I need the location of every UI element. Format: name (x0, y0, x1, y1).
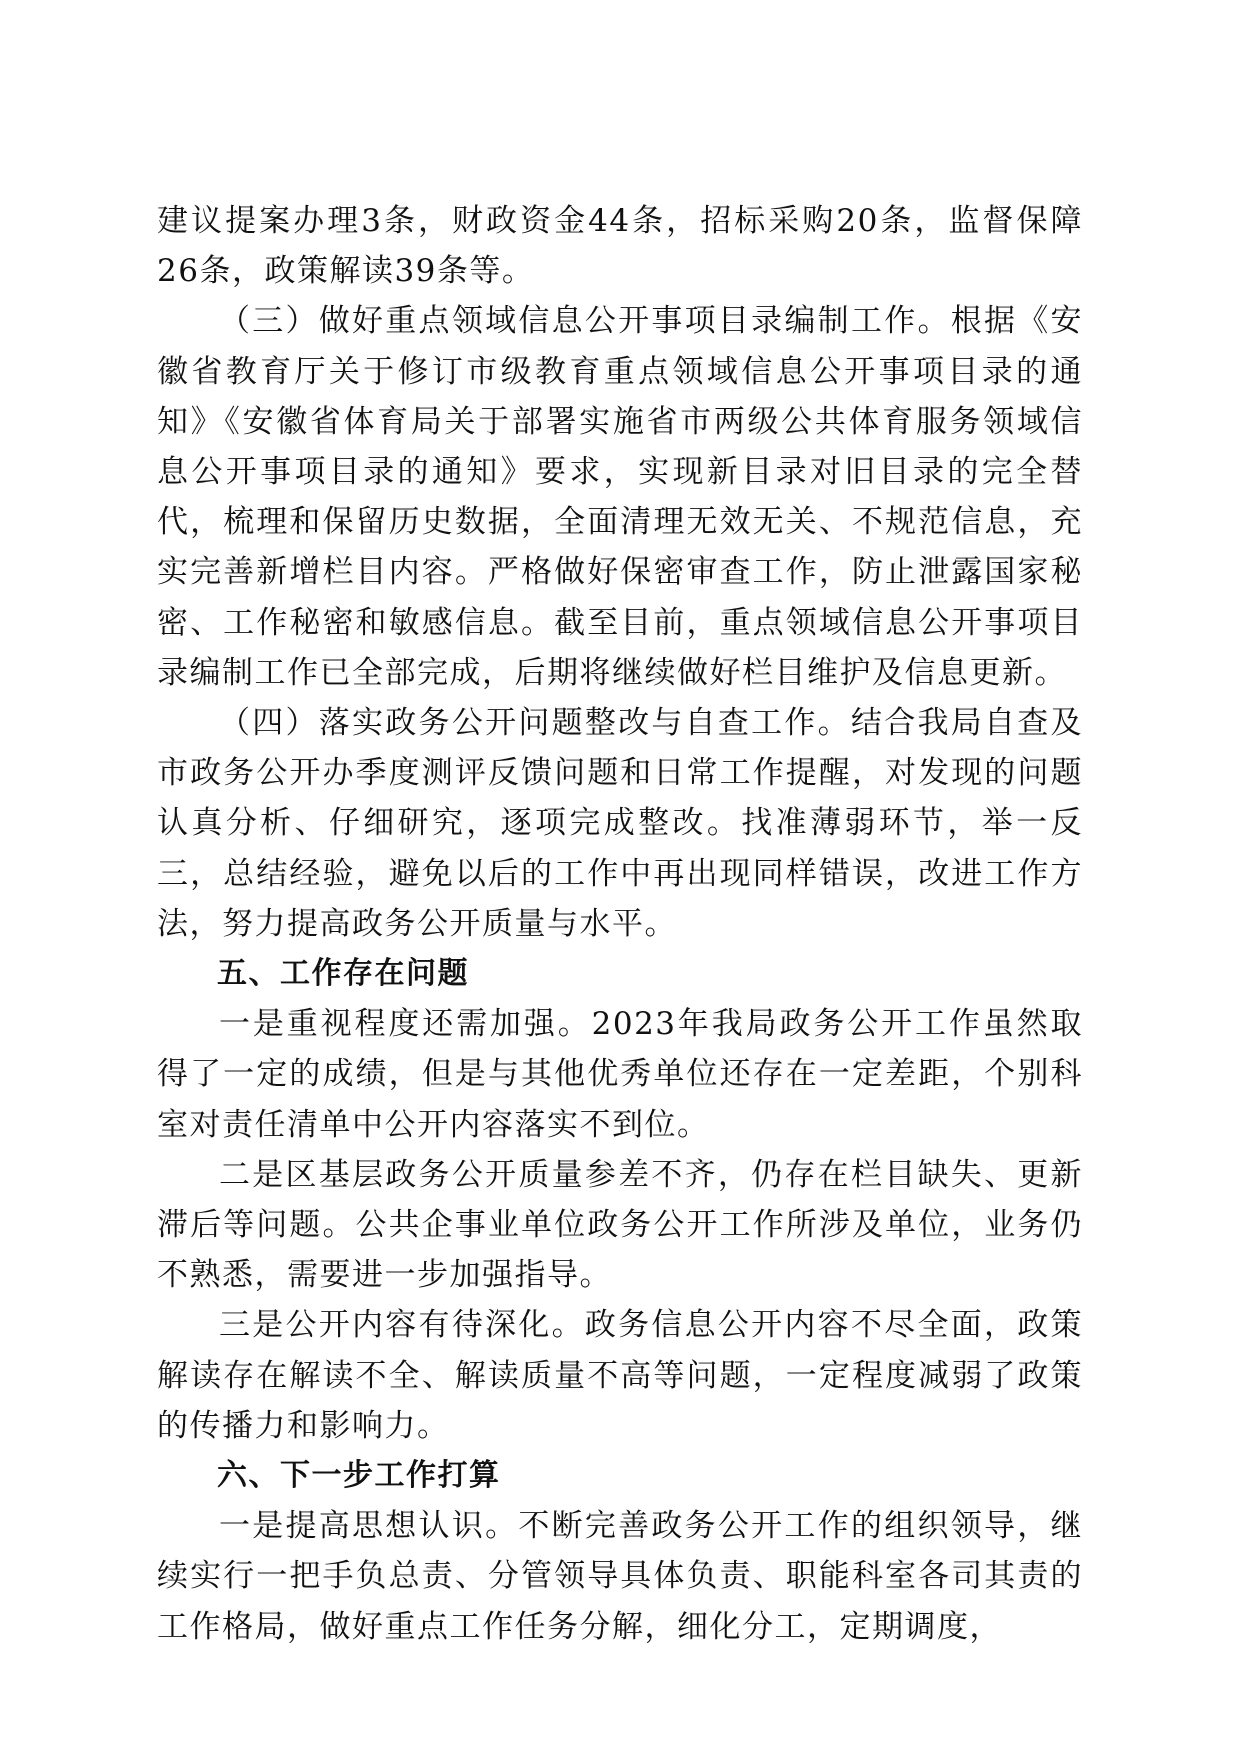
section-4-body: 结合我局自查及市政务公开办季度测评反馈问题和日常工作提醒，对发现的问题认真分析、仔细研究，逐项完成整改。找准薄弱环节，举一反三，总结经验，避免以后的工作中再出现同样错误，改进工作方法，努力提高政务公开质量与水平。 (157, 705, 1084, 942)
heading-next-steps: 六、下一步工作打算 (217, 1458, 501, 1494)
section-3-lead: （三）做好重点领域信息公开事项目录编制工作。 (219, 303, 951, 340)
section-3-paragraph (157, 296, 1083, 698)
heading-problems: 五、工作存在问题 (217, 956, 469, 992)
section-4-lead: （四）落实政务公开问题整改与自查工作。 (219, 705, 851, 742)
problem-paragraph-3: 三是公开内容有待深化。政务信息公开内容不尽全面，政策解读存在解读不全、解读质量不高等问题，一定程度减弱了政策的传播力和影响力。 (157, 1307, 1083, 1444)
document-page (157, 196, 1083, 1652)
plan-paragraph-1: 一是提高思想认识。不断完善政务公开工作的组织领导，继续实行一把手负总责、分管领导具体负责、职能科室各司其责的工作格局，做好重点工作任务分解，细化分工，定期调度， (157, 1508, 1083, 1645)
section-3-body: 根据《安徽省教育厅关于修订市级教育重点领域信息公开事项目录的通知》《安徽省体育局关于部署实施省市两级公共体育服务领域信息公开事项目录的通知》要求，实现新目录对旧目录的完全替代，梳理和保留历史数据，全面清理无效无关、不规范信息，充实完善新增栏目内容。严格做好保密审查工作，防止泄露国家秘密、工作秘密和敏感信息。截至目前，重点领域信息公开事项目录编制工作已全部完成，后期将继续做好栏目维护及信息更新。 (157, 303, 1083, 691)
section-4-paragraph (157, 698, 1083, 949)
problem-paragraph-2: 二是区基层政务公开质量参差不齐，仍存在栏目缺失、更新滞后等问题。公共企事业单位政务公开工作所涉及单位，业务仍不熟悉，需要进一步加强指导。 (157, 1156, 1083, 1294)
problem-paragraph-1: 一是重视程度还需加强。2023年我局政务公开工作虽然取得了一定的成绩，但是与其他优秀单位还存在一定差距，个别科室对责任清单中公开内容落实不到位。 (157, 1006, 1083, 1143)
continued-paragraph: 建议提案办理3条，财政资金44条，招标采购20条，监督保障26条，政策解读39条等。 (157, 203, 1083, 290)
